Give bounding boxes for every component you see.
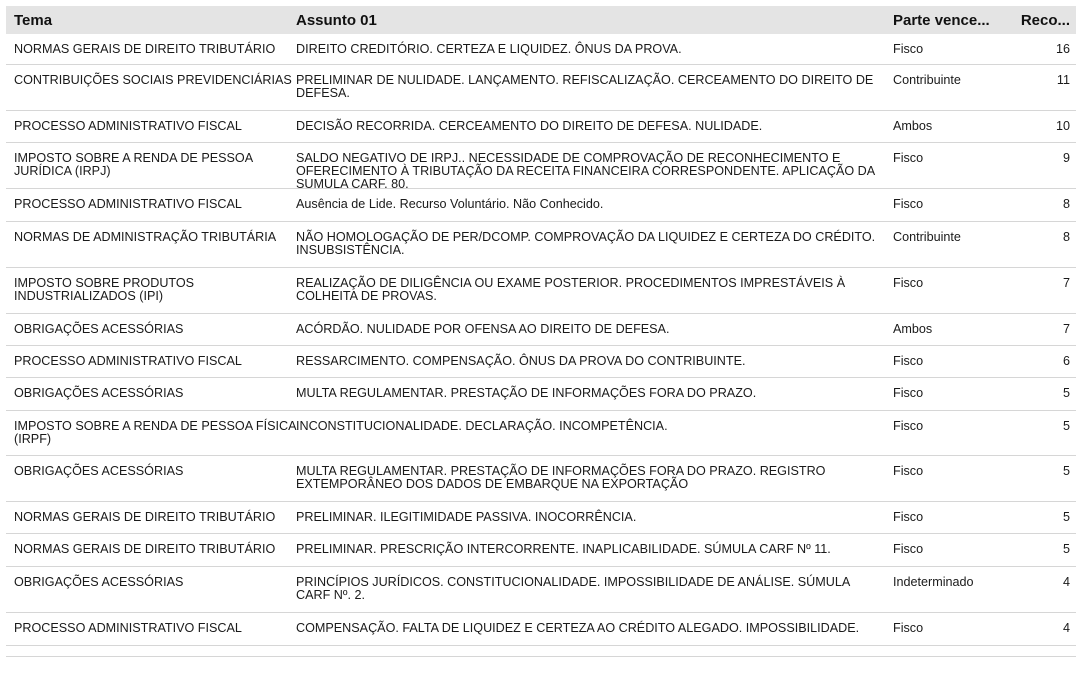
data-table: [6, 6, 1076, 657]
cell-tema: PROCESSO ADMINISTRATIVO FISCAL: [14, 197, 242, 211]
cell-recorrencia: 4: [1062, 575, 1070, 589]
table-row[interactable]: [6, 502, 1076, 534]
cell-assunto: ACÓRDÃO. NULIDADE POR OFENSA AO DIREITO DE DEFESA.: [296, 322, 670, 336]
cell-assunto: NÃO HOMOLOGAÇÃO DE PER/DCOMP. COMPROVAÇÃO DA LIQUIDEZ E CERTEZA DO CRÉDITO. INSUBSISTÊNCIA.: [296, 230, 876, 257]
table-row[interactable]: [6, 189, 1076, 222]
cell-assunto: COMPENSAÇÃO. FALTA DE LIQUIDEZ E CERTEZA AO CRÉDITO ALEGADO. IMPOSSIBILIDADE.: [296, 621, 860, 635]
cell-assunto: PRELIMINAR. PRESCRIÇÃO INTERCORRENTE. INAPLICABILIDADE. SÚMULA CARF Nº 11.: [296, 542, 831, 556]
cell-parte-vencedora: Fisco: [893, 386, 924, 400]
table-row[interactable]: [6, 65, 1076, 111]
cell-tema: IMPOSTO SOBRE A RENDA DE PESSOA FÍSICA (IRPF): [14, 419, 296, 446]
table-row[interactable]: [6, 411, 1076, 456]
cell-parte-vencedora: Fisco: [893, 542, 924, 556]
column-header-parte-vencedora[interactable]: Parte vence...: [893, 11, 990, 29]
cell-tema: PROCESSO ADMINISTRATIVO FISCAL: [14, 621, 242, 635]
cell-assunto: DIREITO CREDITÓRIO. CERTEZA E LIQUIDEZ. ÔNUS DA PROVA.: [296, 42, 682, 56]
cell-recorrencia: 7: [1062, 322, 1070, 336]
column-header-recorrencia[interactable]: Reco...: [1020, 11, 1070, 29]
cell-recorrencia: 10: [1055, 119, 1070, 133]
table-row[interactable]: [6, 567, 1076, 613]
table-header: [6, 6, 1076, 34]
cell-tema: OBRIGAÇÕES ACESSÓRIAS: [14, 386, 184, 400]
cell-assunto: Ausência de Lide. Recurso Voluntário. Não Conhecido.: [296, 197, 604, 211]
table-row[interactable]: [6, 456, 1076, 502]
table-row[interactable]: [6, 346, 1076, 378]
column-header-assunto[interactable]: Assunto 01: [296, 11, 377, 29]
cell-assunto: REALIZAÇÃO DE DILIGÊNCIA OU EXAME POSTERIOR. PROCEDIMENTOS IMPRESTÁVEIS À COLHEITA DE PROVAS.: [296, 276, 846, 303]
cell-assunto: MULTA REGULAMENTAR. PRESTAÇÃO DE INFORMAÇÕES FORA DO PRAZO.: [296, 386, 757, 400]
cell-tema: PROCESSO ADMINISTRATIVO FISCAL: [14, 354, 242, 368]
cell-parte-vencedora: Fisco: [893, 151, 924, 165]
cell-parte-vencedora: Fisco: [893, 354, 924, 368]
cell-assunto: INCONSTITUCIONALIDADE. DECLARAÇÃO. INCOMPETÊNCIA.: [296, 419, 668, 433]
column-header-tema[interactable]: Tema: [14, 11, 53, 29]
cell-recorrencia: 8: [1062, 197, 1070, 211]
table-row[interactable]: [6, 222, 1076, 268]
table-row[interactable]: [6, 268, 1076, 314]
cell-recorrencia: 5: [1062, 386, 1070, 400]
table-row[interactable]: [6, 314, 1076, 346]
cell-assunto: SALDO NEGATIVO DE IRPJ.. NECESSIDADE DE COMPROVAÇÃO DE RECONHECIMENTO E OFERECIMENTO À TRIBUTAÇÃO DA RECEITA FINANCEIRA CORRESPONDENTE. APLICAÇÃO DA SUMULA CARF. 80.: [296, 151, 875, 191]
cell-recorrencia: 6: [1062, 354, 1070, 368]
cell-recorrencia: 7: [1062, 276, 1070, 290]
cell-parte-vencedora: Fisco: [893, 419, 924, 433]
cell-assunto: RESSARCIMENTO. COMPENSAÇÃO. ÔNUS DA PROVA DO CONTRIBUINTE.: [296, 354, 746, 368]
cell-tema: IMPOSTO SOBRE PRODUTOS INDUSTRIALIZADOS (IPI): [14, 276, 195, 303]
cell-assunto: PRELIMINAR DE NULIDADE. LANÇAMENTO. REFISCALIZAÇÃO. CERCEAMENTO DO DIREITO DE DEFESA.: [296, 73, 874, 100]
cell-parte-vencedora: Ambos: [893, 322, 933, 336]
cell-recorrencia: 9: [1062, 151, 1070, 165]
table-row[interactable]: [6, 613, 1076, 646]
cell-parte-vencedora: Fisco: [893, 621, 924, 635]
cell-parte-vencedora: Fisco: [893, 276, 924, 290]
cell-recorrencia: 5: [1062, 419, 1070, 433]
table-body: [6, 34, 1076, 646]
cell-recorrencia: 5: [1062, 464, 1070, 478]
table-row[interactable]: [6, 143, 1076, 189]
cell-parte-vencedora: Fisco: [893, 42, 924, 56]
table-row-partial: [6, 646, 1076, 657]
cell-parte-vencedora: Contribuinte: [893, 230, 961, 244]
table-row[interactable]: [6, 34, 1076, 65]
cell-recorrencia: 5: [1062, 542, 1070, 556]
cell-tema: PROCESSO ADMINISTRATIVO FISCAL: [14, 119, 242, 133]
cell-parte-vencedora: Indeterminado: [893, 575, 974, 589]
cell-recorrencia: 4: [1062, 621, 1070, 635]
cell-parte-vencedora: Fisco: [893, 197, 924, 211]
cell-recorrencia: 11: [1056, 73, 1070, 87]
cell-parte-vencedora: Ambos: [893, 119, 933, 133]
cell-recorrencia: 16: [1055, 42, 1070, 56]
table-row[interactable]: [6, 378, 1076, 411]
cell-tema: NORMAS GERAIS DE DIREITO TRIBUTÁRIO: [14, 510, 276, 524]
cell-tema: OBRIGAÇÕES ACESSÓRIAS: [14, 464, 184, 478]
cell-assunto: MULTA REGULAMENTAR. PRESTAÇÃO DE INFORMAÇÕES FORA DO PRAZO. REGISTRO EXTEMPORÂNEO DOS DADOS DE EMBARQUE NA EXPORTAÇÃO: [296, 464, 826, 491]
cell-assunto: DECISÃO RECORRIDA. CERCEAMENTO DO DIREITO DE DEFESA. NULIDADE.: [296, 119, 763, 133]
table-row[interactable]: [6, 534, 1076, 567]
cell-recorrencia: 8: [1062, 230, 1070, 244]
cell-parte-vencedora: Contribuinte: [893, 73, 961, 87]
cell-tema: OBRIGAÇÕES ACESSÓRIAS: [14, 575, 184, 589]
cell-tema: NORMAS DE ADMINISTRAÇÃO TRIBUTÁRIA: [14, 230, 277, 244]
cell-assunto: PRELIMINAR. ILEGITIMIDADE PASSIVA. INOCORRÊNCIA.: [296, 510, 637, 524]
table-row[interactable]: [6, 111, 1076, 143]
cell-tema: OBRIGAÇÕES ACESSÓRIAS: [14, 322, 184, 336]
cell-assunto: PRINCÍPIOS JURÍDICOS. CONSTITUCIONALIDADE. IMPOSSIBILIDADE DE ANÁLISE. SÚMULA CARF Nº. 2.: [296, 575, 850, 602]
cell-tema: IMPOSTO SOBRE A RENDA DE PESSOA JURÍDICA (IRPJ): [14, 151, 253, 178]
cell-recorrencia: 5: [1062, 510, 1070, 524]
cell-parte-vencedora: Fisco: [893, 464, 924, 478]
cell-parte-vencedora: Fisco: [893, 510, 924, 524]
cell-tema: NORMAS GERAIS DE DIREITO TRIBUTÁRIO: [14, 42, 276, 56]
cell-tema: NORMAS GERAIS DE DIREITO TRIBUTÁRIO: [14, 542, 276, 556]
cell-tema: CONTRIBUIÇÕES SOCIAIS PREVIDENCIÁRIAS: [14, 73, 292, 87]
